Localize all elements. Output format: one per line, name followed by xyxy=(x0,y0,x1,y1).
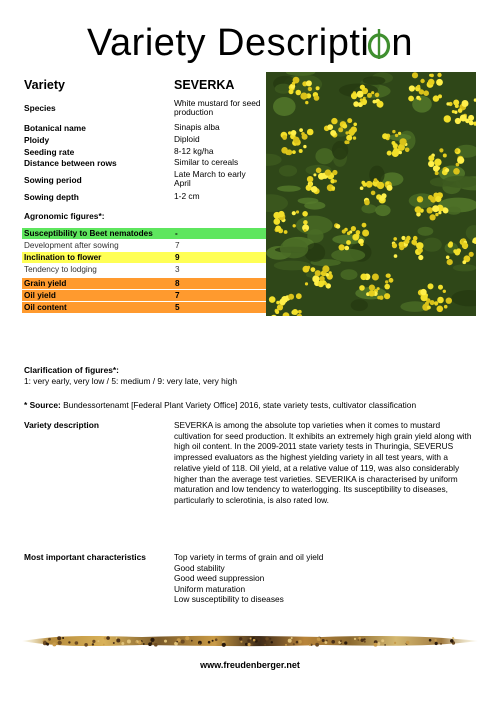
agro-row-nematodes xyxy=(22,228,266,239)
clarification-text: 1: very early, very low / 5: medium / 9: very late, very high xyxy=(24,376,238,386)
characteristics-list xyxy=(174,552,323,605)
page-title-end: n xyxy=(391,22,413,64)
variety-label: Variety xyxy=(24,78,66,92)
prop-label-sowing-period: Sowing period xyxy=(24,175,82,185)
agro-row-oil-yield xyxy=(22,290,266,301)
page-title xyxy=(0,20,500,66)
mustard-field-photo xyxy=(266,72,476,316)
agro-value: 7 xyxy=(175,241,180,250)
agro-value: - xyxy=(175,229,178,238)
source-note xyxy=(24,400,416,410)
list-item: Low susceptibility to diseases xyxy=(174,594,284,605)
prop-label-seeding: Seeding rate xyxy=(24,147,75,157)
agro-name: Grain yield xyxy=(24,279,67,288)
agro-row-flower xyxy=(22,252,266,263)
prop-value-sowing-depth: 1-2 cm xyxy=(174,191,200,201)
clarification-heading: Clarification of figures*: xyxy=(24,365,119,375)
prop-label-species: Species xyxy=(24,103,56,113)
agro-name: Inclination to flower xyxy=(24,253,102,262)
prop-value-seeding: 8-12 kg/ha xyxy=(174,146,214,156)
agro-name: Development after sowing xyxy=(24,241,119,250)
prop-value-distance: Similar to cereals xyxy=(174,157,239,167)
prop-label-distance: Distance between rows xyxy=(24,158,117,168)
list-item: Uniform maturation xyxy=(174,583,246,594)
agro-value: 5 xyxy=(175,303,180,312)
agro-value: 3 xyxy=(175,265,180,274)
prop-label-sowing-depth: Sowing depth xyxy=(24,192,79,202)
prop-value-ploidy: Diploid xyxy=(174,134,200,144)
list-item: Good stability xyxy=(174,562,225,573)
agro-row-grain-yield xyxy=(22,278,266,289)
page-title-text: Variety Descripti xyxy=(87,22,370,64)
source-text: Bundessortenamt [Federal Plant Variety Office] 2016, state variety tests, cultivator classification xyxy=(60,400,417,410)
prop-value-sowing-period: Late March to early April xyxy=(174,169,246,188)
agro-name: Oil yield xyxy=(24,291,56,300)
source-label: * Source: xyxy=(24,400,61,410)
prop-label-botanical: Botanical name xyxy=(24,123,86,133)
characteristics-label: Most important characteristics xyxy=(24,552,146,562)
agro-name: Oil content xyxy=(24,303,67,312)
variety-name: SEVERKA xyxy=(174,78,235,92)
agronomic-heading: Agronomic figures*: xyxy=(24,211,105,221)
list-item: Top variety in terms of grain and oil yield xyxy=(174,552,324,562)
agro-value: 8 xyxy=(175,279,180,288)
agro-name: Susceptibility to Beet nematodes xyxy=(24,229,153,238)
leaf-logo-icon xyxy=(367,29,391,59)
description-text: SEVERKA is among the absolute top varieties when it comes to mustard cultivation for seed production. It exhibits an extremely high grain yield along with high oil content. In the 2009-2011 state variety tests in Thuringia, SEVERUS impressed evaluators as the highest yielding variety in all test years, with a relative yield of 118. Oil yield, at a relative value of 119, was also considerably higher than the average test varieties. SEVERIKA is characterised by uniform maturation and low tendency to waterlogging. Its susceptibility to diseases, particularly to sclerotinia, is also rated low. xyxy=(174,420,472,505)
prop-value-species: White mustard for seed production xyxy=(174,98,261,117)
seed-band-image xyxy=(22,632,478,650)
website-link[interactable]: www.freudenberger.net xyxy=(200,660,300,670)
list-item: Good weed suppression xyxy=(174,573,265,584)
agro-value: 7 xyxy=(175,291,180,300)
agro-row-oil-content xyxy=(22,302,266,313)
prop-label-ploidy: Ploidy xyxy=(24,135,50,145)
description-label: Variety description xyxy=(24,420,99,430)
agro-name: Tendency to lodging xyxy=(24,265,97,274)
prop-value-botanical: Sinapis alba xyxy=(174,122,220,132)
agro-row-lodging xyxy=(22,264,266,275)
agro-row-development xyxy=(22,240,266,251)
agro-value: 9 xyxy=(175,253,180,262)
